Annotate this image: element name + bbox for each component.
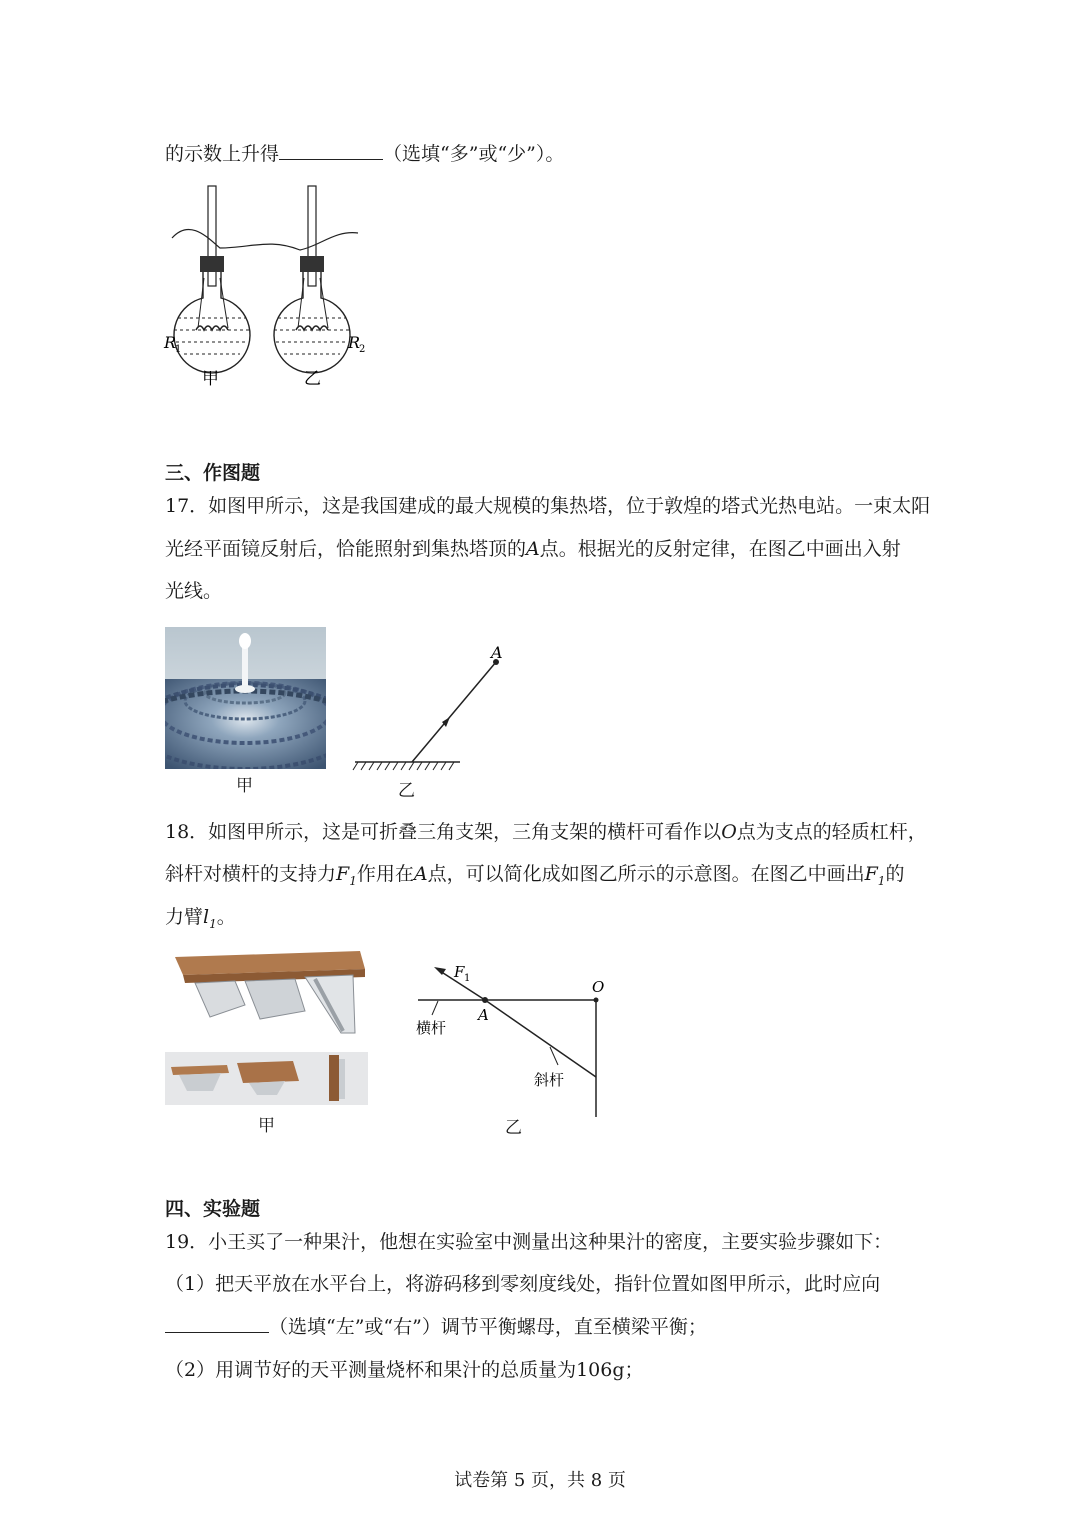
o-label: O [592, 978, 605, 996]
q16-flasks-figure [160, 178, 380, 398]
section-3-heading: 三、作图题 [165, 462, 261, 484]
q16-text-after: （选填“多”或“少”）。 [383, 143, 565, 165]
folding-bracket-photos [165, 945, 370, 1107]
q18-diagram-caption: 乙 [505, 1118, 522, 1138]
q19-answer-blank[interactable] [165, 1314, 269, 1333]
a-label: A [478, 1006, 489, 1024]
f1-sub: 1 [464, 973, 471, 984]
diagonal-strut [485, 1000, 596, 1077]
label-r1-sub: 1 [175, 344, 182, 355]
q16-tail-line [165, 141, 564, 167]
beam-label: 横杆 [416, 1019, 447, 1037]
q19-line-1: 19．小王买了一种果汁，他想在实验室中测量出这种果汁的密度，主要实验步骤如下： [165, 1231, 893, 1253]
point-a-dot [482, 997, 488, 1003]
q17-diagram-caption: 乙 [398, 781, 415, 801]
q19-line-2: （1）把天平放在水平台上，将游码移到零刻度线处，指针位置如图甲所示，此时应向 [165, 1273, 881, 1295]
q16-answer-blank[interactable] [279, 141, 383, 160]
label-r2: R [348, 333, 361, 352]
flask-right [274, 186, 350, 373]
q19-line-3: （选填“左”或“右”）调节平衡螺母，直至横梁平衡； [165, 1314, 707, 1340]
q18-line-2: 斜杆对横杆的支持力$F_1$作用在A点，可以简化成如图乙所示的示意图。在图乙中画出$F_1$的 [165, 863, 905, 888]
solar-tower-photo [165, 627, 326, 769]
q18-lever-diagram [410, 955, 620, 1125]
q19-line-4: （2）用调节好的天平测量烧杯和果汁的总质量为106g； [165, 1359, 644, 1381]
q17-mirror-diagram [350, 640, 520, 790]
section-4-heading: 四、实验题 [165, 1198, 261, 1220]
q16-text-before: 的示数上升得 [165, 143, 280, 165]
f1-label: F [454, 963, 465, 981]
page-footer: 试卷第 5 页，共 8 页 [454, 1470, 626, 1491]
pivot-o-dot [594, 998, 599, 1003]
q17-line-2: 光经平面镜反射后，恰能照射到集热塔顶的A点。根据光的反射定律，在图乙中画出入射 [165, 538, 901, 560]
reflected-ray [412, 662, 496, 762]
q18-line-3: 力臂$l_1$。 [165, 906, 236, 931]
q18-photo-caption: 甲 [258, 1116, 275, 1136]
strut-label: 斜杆 [534, 1071, 565, 1089]
flask-left [174, 186, 250, 373]
label-right: 乙 [304, 369, 321, 389]
q17-photo-caption: 甲 [236, 776, 253, 796]
label-r2-sub: 2 [359, 344, 366, 355]
label-left: 甲 [202, 369, 219, 389]
label-r1: R [164, 333, 177, 352]
point-a-label: A [491, 643, 503, 662]
q17-line-3: 光线。 [165, 580, 223, 602]
q17-line-1: 17．如图甲所示，这是我国建成的最大规模的集热塔，位于敦煌的塔式光热电站。一束太阳 [165, 495, 931, 517]
q18-line-1: 18．如图甲所示，这是可折叠三角支架，三角支架的横杆可看作以O点为支点的轻质杠杆， [165, 821, 927, 843]
